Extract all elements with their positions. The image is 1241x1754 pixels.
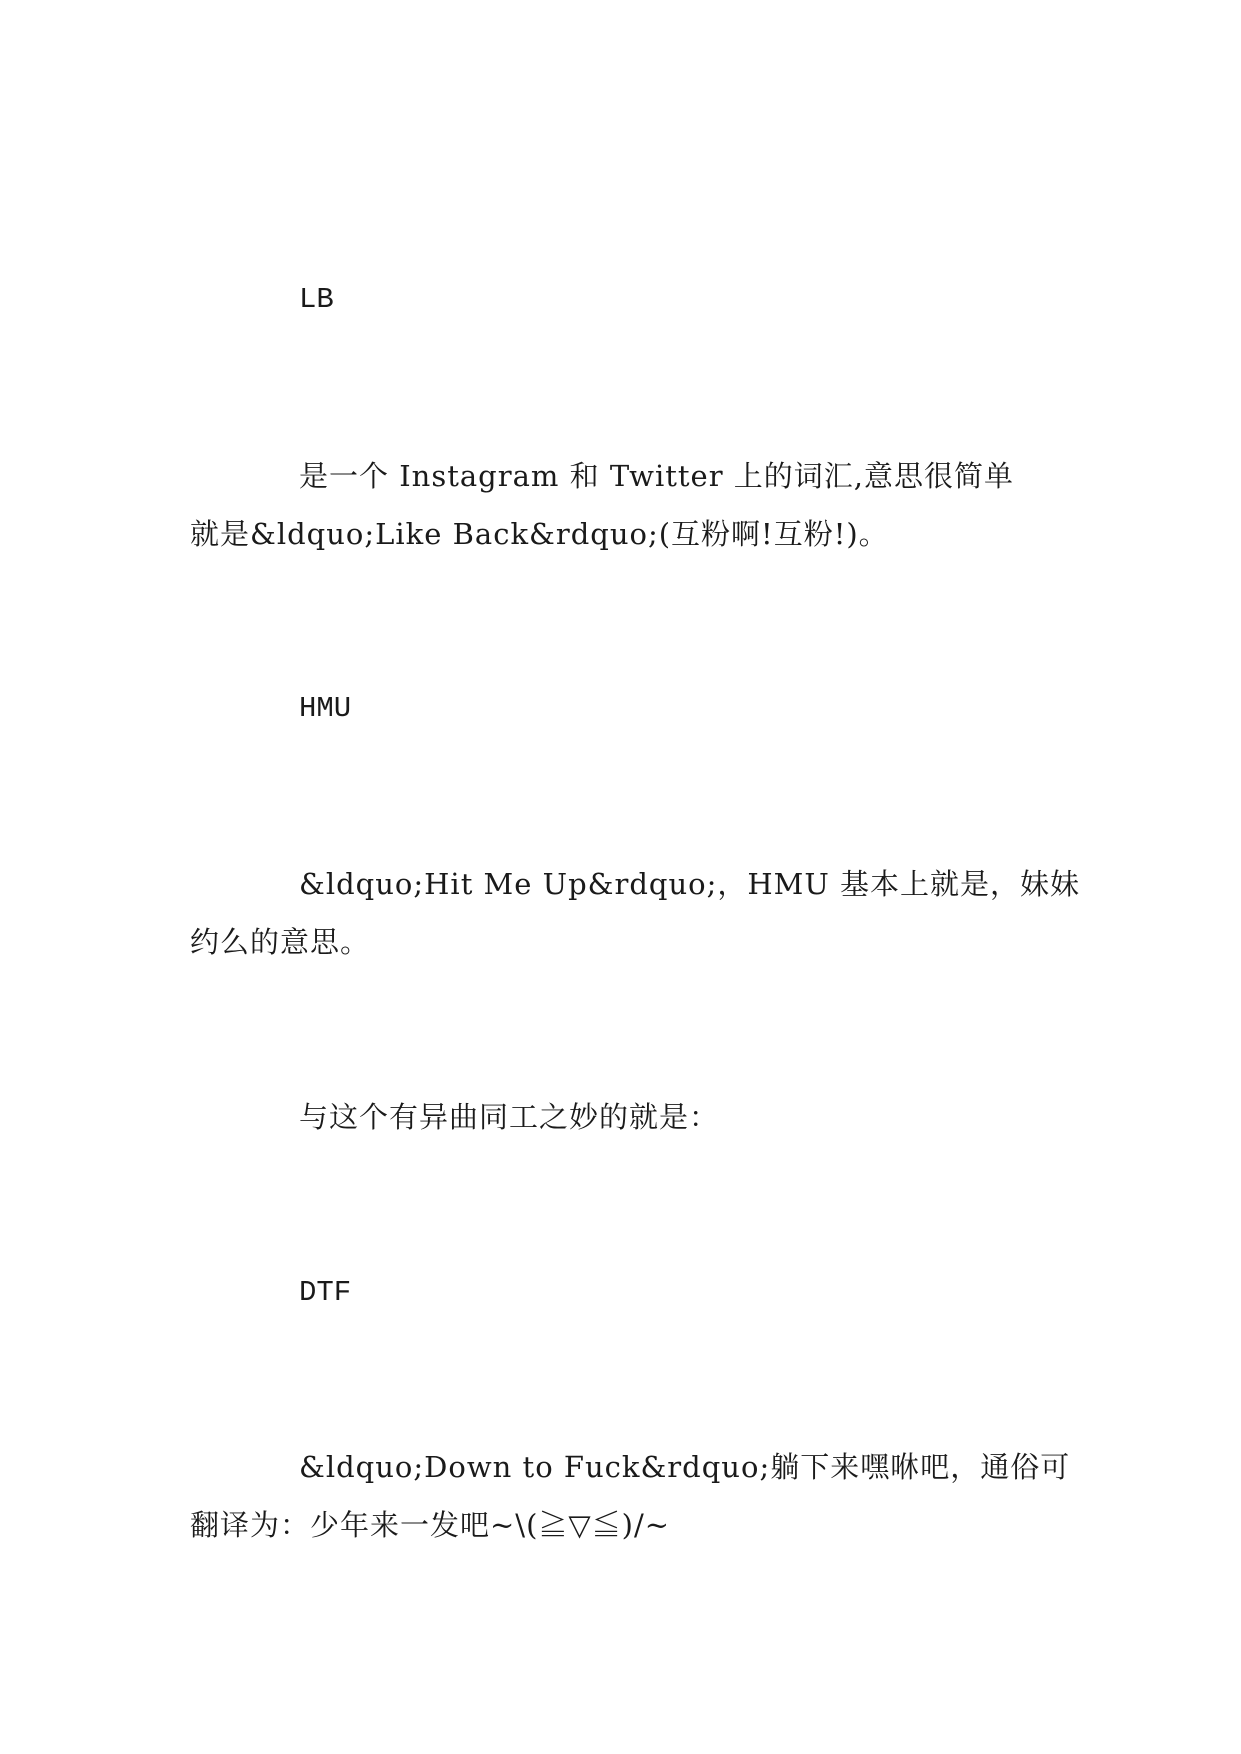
- term-dtf: DTF: [299, 1276, 352, 1309]
- definition-dtf-line-1: &ldquo;Down to Fuck&rdquo;躺下来嘿咻吧，通俗可: [299, 1450, 1071, 1484]
- intro-paragraph: 与这个有异曲同工之妙的就是：: [299, 1100, 720, 1134]
- term-lb: LB: [299, 283, 334, 316]
- term-hmu: HMU: [299, 692, 352, 725]
- definition-lb-line-2: 就是&ldquo;Like Back&rdquo;(互粉啊!互粉!)。: [190, 517, 889, 551]
- definition-lb-line-1: 是一个 Instagram 和 Twitter 上的词汇,意思很简单: [299, 459, 1015, 493]
- definition-hmu-line-1: &ldquo;Hit Me Up&rdquo;，HMU 基本上就是，妹妹: [299, 867, 1080, 901]
- definition-dtf-line-2: 翻译为：少年来一发吧~\(≧▽≦)/~: [190, 1508, 671, 1542]
- definition-hmu-line-2: 约么的意思。: [190, 925, 371, 959]
